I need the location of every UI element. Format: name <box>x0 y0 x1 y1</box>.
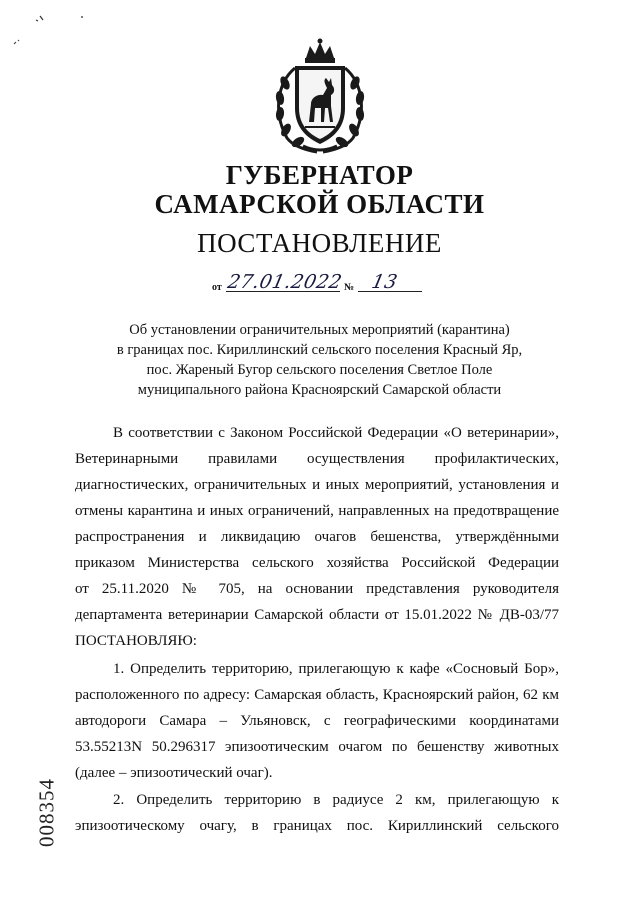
item-2-paragraph <box>75 787 559 839</box>
body-line: отмены карантина и иных ограничений, направленных на предотвращение <box>75 503 559 519</box>
body-line: Ветеринарными правилами осуществления профилактических, <box>75 451 559 467</box>
item-1-paragraph <box>75 656 559 786</box>
date-number-line <box>212 271 427 294</box>
scan-marks <box>0 0 90 60</box>
decree-subject <box>80 320 559 400</box>
body-line: распространения и ликвидацию очагов бешенства, утверждёнными <box>75 529 559 545</box>
region-title: САМАРСКОЙ ОБЛАСТИ <box>154 189 485 219</box>
subject-line: пос. Жареный Бугор сельского поселения Светлое Поле <box>146 362 493 378</box>
body-line: 1. Определить территорию, прилегающую к кафе «Сосновый Бор», <box>113 661 559 677</box>
handwritten-number: 13 <box>369 271 400 293</box>
subject-line: в границах пос. Кириллинский сельского поселения Красный Яр, <box>116 342 523 358</box>
body-line: диагностических, ограничительных и иных мероприятий, установления и <box>75 477 559 493</box>
body-line: департамента ветеринарии Самарской области от 15.01.2022 № ДВ-03/77 <box>75 607 559 623</box>
body-line: автодороги Самара – Ульяновск, с географическими координатами <box>75 713 559 729</box>
document-type: ПОСТАНОВЛЕНИЕ <box>197 228 442 258</box>
body-line: расположенного по адресу: Самарская область, Красноярский район, 62 км <box>75 687 559 703</box>
subject-line: муниципального района Красноярский Самарской области <box>137 382 502 398</box>
handwritten-date: 27.01.2022 <box>225 271 345 293</box>
body-line: от 25.11.2020 № 705, на основании представления руководителя <box>75 581 559 597</box>
governor-title: ГУБЕРНАТОР <box>225 160 414 190</box>
samara-coat-of-arms-icon <box>265 38 375 156</box>
date-prefix: от <box>212 282 222 293</box>
side-serial-number <box>27 770 67 850</box>
decree-word: ПОСТАНОВЛЯЮ: <box>75 633 197 649</box>
body-line: приказом Министерства сельского хозяйства Российской Федерации <box>75 555 559 571</box>
body-line: 2. Определить территорию в радиусе 2 км, прилегающую к <box>113 792 559 808</box>
body-line: эпизоотическому очагу, в границах пос. Кириллинский сельского <box>75 818 559 834</box>
body-line: 53.55213N 50.296317 эпизоотическим очагом по бешенству животных <box>75 739 559 755</box>
number-prefix: № <box>344 282 355 293</box>
serial-number-text: 008354 <box>34 778 59 847</box>
body-line: В соответствии с Законом Российской Федерации «О ветеринарии», <box>113 425 559 441</box>
body-line: (далее – эпизоотический очаг). <box>75 765 273 781</box>
subject-line: Об установлении ограничительных мероприятий (карантина) <box>129 322 510 338</box>
preamble-paragraph <box>75 420 559 654</box>
